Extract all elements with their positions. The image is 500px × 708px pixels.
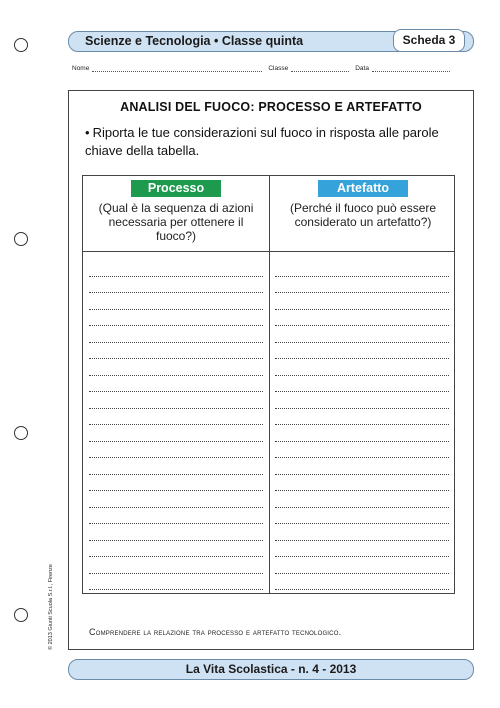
answer-line[interactable] (89, 376, 263, 393)
instruction-text: Riporta le tue considerazioni sul fuoco in risposta alle parole chiave della tabella. (85, 125, 439, 158)
answer-line[interactable] (89, 557, 263, 574)
answer-line[interactable] (89, 541, 263, 558)
answer-line[interactable] (89, 508, 263, 525)
processo-question: (Qual è la sequenza di azioni necessaria per ottenere il fuoco?) (98, 201, 254, 243)
answer-line[interactable] (89, 425, 263, 442)
answer-line[interactable] (275, 508, 449, 525)
answer-line[interactable] (89, 491, 263, 508)
answer-line[interactable] (89, 442, 263, 459)
binder-hole-bottom (14, 608, 28, 622)
date-label: Data (355, 65, 369, 72)
binder-hole-lower (14, 426, 28, 440)
answer-line[interactable] (275, 277, 449, 294)
column-header-processo (83, 176, 269, 251)
header-subject: Scienze e Tecnologia • Classe quinta (85, 34, 304, 48)
worksheet-frame (68, 90, 474, 650)
answer-line[interactable] (275, 310, 449, 327)
worksheet-title: ANALISI DEL FUOCO: PROCESSO E ARTEFATTO (120, 100, 422, 114)
header-rule (83, 251, 454, 252)
answer-table (82, 175, 455, 594)
answer-line[interactable] (275, 491, 449, 508)
answer-line[interactable] (275, 442, 449, 459)
processo-answer-lines[interactable] (89, 260, 263, 590)
name-field[interactable] (92, 65, 262, 72)
answer-line[interactable] (89, 524, 263, 541)
answer-line[interactable] (275, 392, 449, 409)
sheet-label: Scheda 3 (393, 29, 465, 52)
answer-line[interactable] (89, 326, 263, 343)
answer-line[interactable] (89, 359, 263, 376)
instruction (85, 124, 455, 160)
answer-line[interactable] (275, 425, 449, 442)
answer-line[interactable] (275, 557, 449, 574)
answer-line[interactable] (89, 310, 263, 327)
name-label: Nome (72, 65, 90, 72)
answer-line[interactable] (89, 458, 263, 475)
answer-line[interactable] (275, 475, 449, 492)
answer-line[interactable] (275, 293, 449, 310)
answer-line[interactable] (89, 574, 263, 591)
answer-line[interactable] (275, 524, 449, 541)
artefatto-answer-lines[interactable] (275, 260, 449, 590)
binder-hole-upper (14, 232, 28, 246)
column-header-artefatto (270, 176, 456, 251)
answer-line[interactable] (89, 392, 263, 409)
class-field[interactable] (291, 65, 349, 72)
header-bar (68, 31, 474, 52)
answer-line[interactable] (275, 458, 449, 475)
copyright-notice: © 2013 Giunti Scuola S.r.l., Firenze (48, 564, 54, 650)
answer-line[interactable] (275, 343, 449, 360)
answer-line[interactable] (275, 359, 449, 376)
date-field[interactable] (372, 65, 450, 72)
answer-line[interactable] (89, 293, 263, 310)
artefatto-question: (Perché il fuoco può essere considerato un artefatto?) (289, 201, 437, 229)
answer-line[interactable] (275, 260, 449, 277)
bullet-icon: • (85, 125, 90, 140)
learning-objective: Comprendere la relazione tra processo e artefatto tecnologico. (89, 627, 342, 637)
answer-line[interactable] (89, 343, 263, 360)
class-label: Classe (268, 65, 289, 72)
answer-line[interactable] (89, 277, 263, 294)
answer-line[interactable] (89, 409, 263, 426)
artefatto-heading: Artefatto (318, 180, 408, 197)
publication-bar: La Vita Scolastica - n. 4 - 2013 (68, 659, 474, 680)
answer-line[interactable] (275, 326, 449, 343)
binder-hole-top (14, 38, 28, 52)
answer-line[interactable] (275, 541, 449, 558)
student-info-line (72, 65, 472, 72)
answer-line[interactable] (89, 475, 263, 492)
answer-line[interactable] (89, 260, 263, 277)
processo-heading: Processo (131, 180, 221, 197)
answer-line[interactable] (275, 376, 449, 393)
answer-line[interactable] (275, 574, 449, 591)
answer-line[interactable] (275, 409, 449, 426)
